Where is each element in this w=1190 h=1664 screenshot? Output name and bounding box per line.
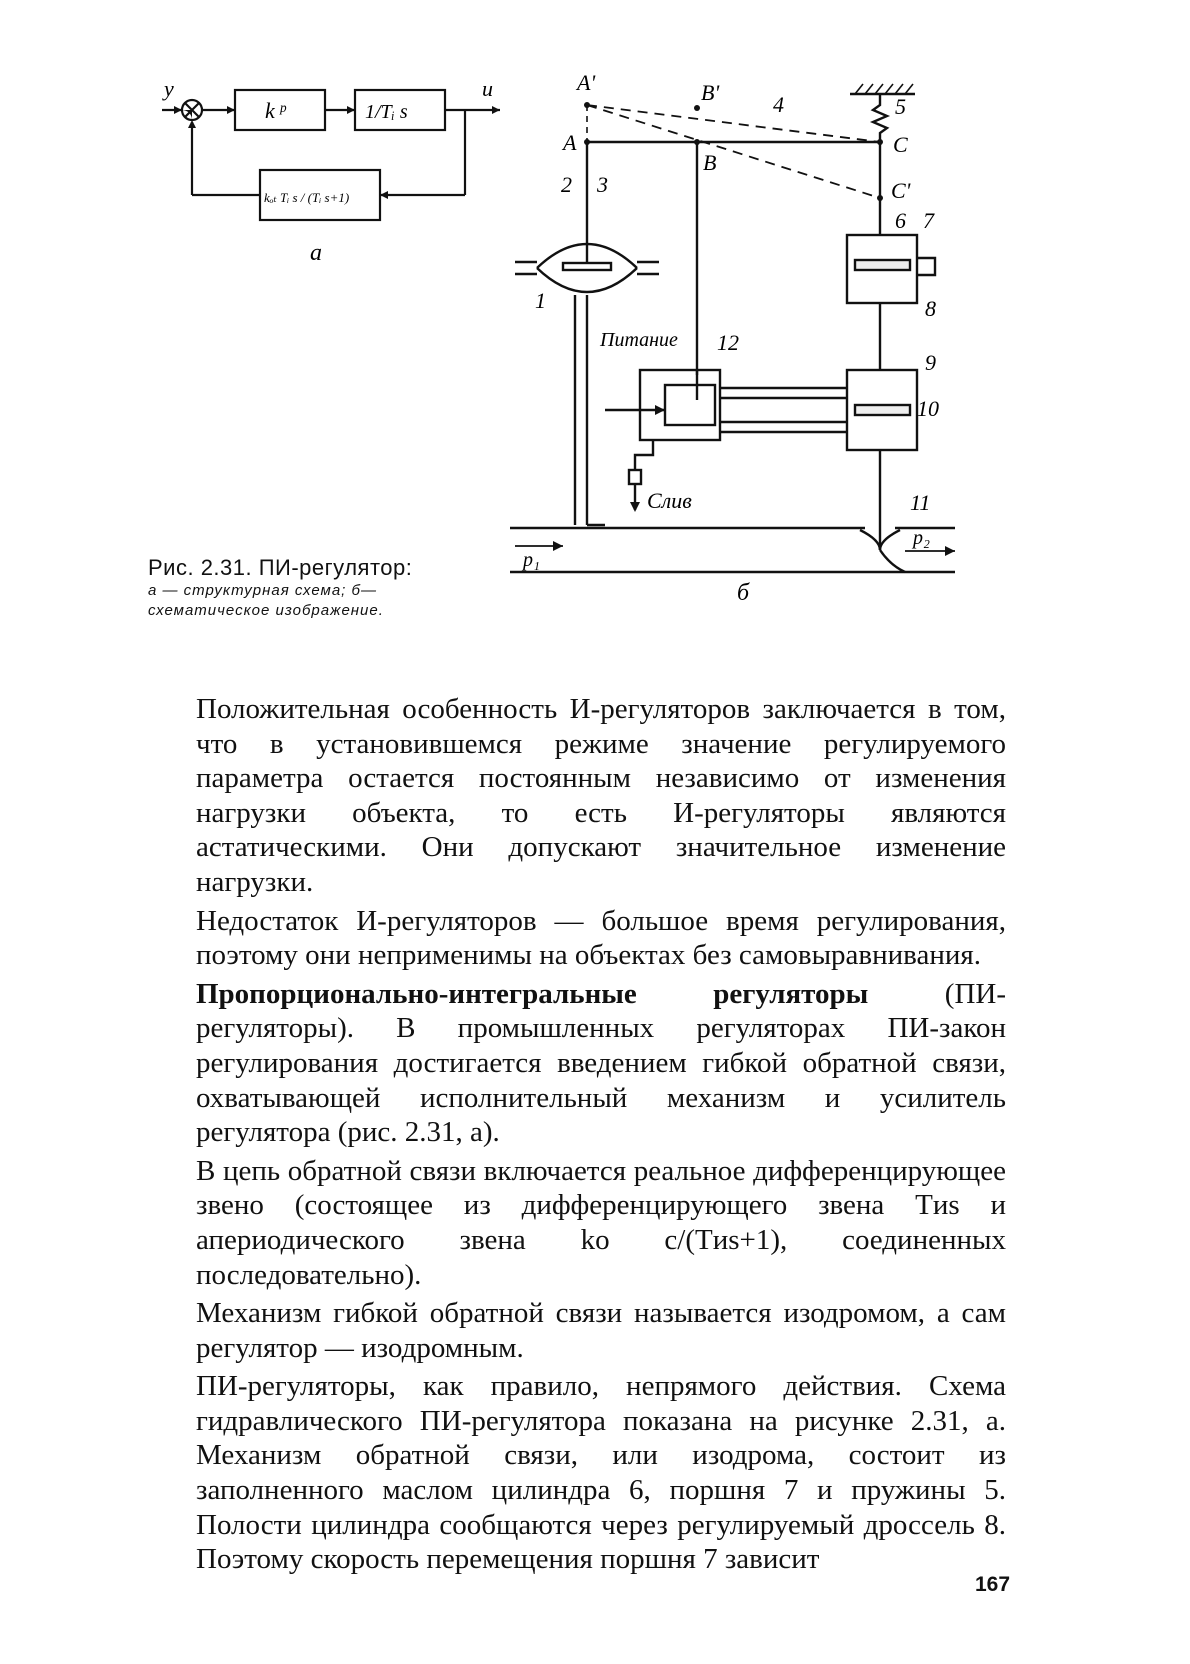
output-label: u (482, 76, 493, 101)
figure-a-label: а (310, 240, 322, 266)
label-8: 8 (925, 296, 936, 321)
label-b-prime: B' (701, 80, 720, 105)
hydraulic-schematic (505, 70, 1025, 640)
label-11: 11 (910, 490, 931, 515)
figure-caption (148, 555, 488, 621)
caption-line-1: а — структурная схема; б— (148, 582, 377, 599)
label-10: 10 (917, 396, 939, 421)
block-feedback: kₒₜ Tᵢ s / (Tᵢ s+1) (264, 190, 350, 205)
label-a-prime: A' (577, 70, 596, 95)
label-supply: Питание (600, 329, 678, 351)
structural-diagram (160, 70, 530, 270)
paragraph-text: Механизм гибкой обратной связи называется изодромом, а сам регулятор — изодромным. (196, 1297, 1006, 1364)
label-p1: p₁ (523, 549, 540, 571)
block-integral: 1/Tᵢ s (365, 101, 408, 123)
figure-b-label: б (737, 580, 750, 606)
caption-line-2: схематическое изображение. (148, 602, 384, 619)
paragraph (196, 692, 1006, 900)
block-proportional: k ᵖ (265, 98, 286, 123)
body-text (196, 692, 1006, 1581)
label-a: A (563, 130, 577, 155)
paragraph (196, 1296, 1006, 1365)
label-c: C (893, 132, 908, 157)
page-number: 167 (975, 1573, 1011, 1596)
input-label: y (164, 76, 174, 101)
label-9: 9 (925, 350, 936, 375)
label-6: 6 (895, 208, 906, 233)
term-bold: Пропорционально-интегральные регуляторы (196, 977, 869, 1010)
label-p2: p₂ (913, 527, 930, 549)
label-c-prime: C' (891, 178, 911, 203)
label-5: 5 (895, 94, 906, 119)
label-4: 4 (773, 92, 784, 117)
caption-title: Рис. 2.31. ПИ-регулятор: (148, 555, 413, 580)
paragraph (196, 977, 1006, 1150)
label-drain: Слив (647, 488, 692, 513)
label-7: 7 (923, 208, 934, 233)
label-3: 3 (597, 172, 608, 197)
paragraph (196, 1369, 1006, 1577)
paragraph-text: Недостаток И-регуляторов — большое время регулирования, поэтому они неприменимы на объектах без самовыравнивания. (196, 904, 1006, 972)
label-2: 2 (561, 172, 572, 197)
label-12: 12 (717, 330, 739, 355)
paragraph (196, 904, 1006, 973)
paragraph (196, 1154, 1006, 1292)
paragraph-text: В цепь обратной связи включается реальное дифференцирующее звено (состоящее из дифференцирующего звена Tиs и апериодического звена kо с/(Tиs+1), соединенных последовательно). (196, 1154, 1006, 1291)
label-1: 1 (535, 288, 546, 313)
label-b: B (703, 150, 717, 175)
paragraph-text: Положительная особенность И-регуляторов заключается в том, что в установившемся режиме значение регулируемого параметра остается постоянным независимо от изменения нагрузки объекта, то есть И-регуляторы являются астатическими. Они допускают значительное изменение нагрузки. (196, 693, 1006, 898)
paragraph-text: ПИ-регуляторы, как правило, непрямого действия. Схема гидравлического ПИ-регулятора показана на рисунке 2.31, а. Механизм обратной связи, или изодрома, состоит из заполненного маслом цилиндра 6, поршня 7 и пружины 5. Полости цилиндра сообщаются через регулируемый дроссель 8. Поэтому скорость перемещения поршня 7 зависит (196, 1370, 1006, 1576)
paragraph-text: (ПИ-регуляторы). В промышленных регуляторах ПИ-закон регулирования достигается введением гибкой обратной связи, охватывающей исполнительный механизм и усилитель регулятора (рис. 2.31, а). (196, 977, 1006, 1149)
